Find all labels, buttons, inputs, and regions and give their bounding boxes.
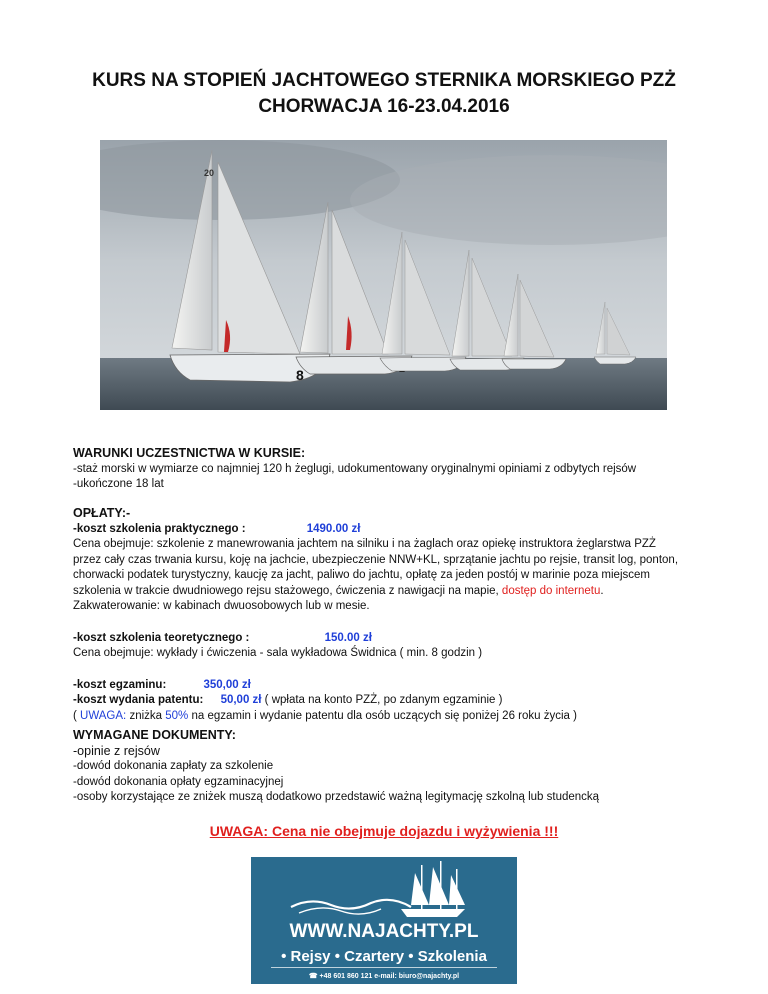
theory-fee-row [73, 631, 713, 647]
najachty-logo [251, 857, 517, 984]
document-item: -osoby korzystające ze zniżek muszą dodatkowo przedstawić ważną legitymację szkolną lub studencką [73, 791, 600, 803]
conditions-heading: WARUNKI UCZESTNICTWA W KURSIE: [73, 446, 306, 460]
document-item: -opinie z rejsów [73, 743, 160, 758]
logo-url: WWW.NAJACHTY.PL [289, 921, 479, 942]
hull-number: 8 [296, 367, 304, 383]
internet-access-note: dostęp do internetu [501, 584, 601, 597]
discount-percent: 50% [165, 709, 189, 722]
practical-desc [73, 584, 713, 600]
ship-icon [401, 861, 465, 917]
document-item: -dowód dokonania opłaty egzaminacyjnej [73, 775, 284, 788]
practical-desc-text: szkolenia w trakcie dwudniowego rejsu stażowego, ćwiczenia z nawigacji na mapie, [73, 584, 502, 597]
patent-fee-price: 50,00 zł [220, 694, 262, 706]
exam-fee-price: 350,00 zł [203, 678, 251, 691]
accommodation-note: Zakwaterowanie: w kabinach dwuosobowych lub w mesie. [73, 600, 370, 612]
conditions-section [73, 446, 713, 493]
practical-desc: Cena obejmuje: szkolenie z manewrowania jachtem na silniku i na żaglach oraz opiekę instruktora żeglarstwa PZŻ [73, 538, 656, 550]
discount-note [73, 709, 713, 725]
practical-fee-row [73, 522, 713, 538]
condition-item: -staż morski w wymiarze co najmniej 120 h żeglugi, udokumentowany oryginalnymi opiniami z odbytych rejsów [73, 462, 637, 475]
fees-heading: OPŁATY:- [73, 506, 131, 520]
practical-fee-label: -koszt szkolenia praktycznego : [73, 522, 246, 535]
document-title [0, 68, 768, 120]
theory-fee-price: 150.00 zł [324, 631, 372, 644]
discount-uwaga: UWAGA: [80, 709, 127, 722]
exam-fee-label: -koszt egzaminu: [73, 678, 167, 691]
regatta-photo [100, 140, 667, 410]
document-item: -dowód dokonania zapłaty za szkolenie [73, 760, 274, 772]
title-line-1: KURS NA STOPIEŃ JACHTOWEGO STERNIKA MORSKIEGO PZŻ [92, 70, 676, 91]
exam-fee-row [73, 678, 713, 694]
discount-pre: ( [73, 709, 81, 722]
documents-heading: WYMAGANE DOKUMENTY: [73, 728, 236, 742]
condition-item: -ukończone 18 lat [73, 478, 164, 490]
documents-section [73, 728, 713, 806]
price-exclusion-warning: UWAGA: Cena nie obejmuje dojazdu i wyżywienia !!! [209, 823, 559, 839]
practical-desc: przez cały czas trwania kursu, koję na jachcie, ubezpieczenie NNW+KL, sprzątanie jachtu po rejsie, transit log, ponton, [73, 553, 679, 566]
logo-graphic [251, 857, 517, 984]
practical-desc-end: . [600, 584, 604, 597]
patent-fee-row [73, 693, 713, 709]
logo-contact: ☎ +48 601 860 121 e-mail: biuro@najachty.pl [308, 973, 460, 980]
theory-desc: Cena obejmuje: wykłady i ćwiczenia - sala wykładowa Świdnica ( min. 8 godzin ) [73, 647, 483, 659]
patent-fee-label: -koszt wydania patentu: [73, 694, 204, 706]
practical-desc: chorwacki podatek turystyczny, kaucję za jacht, paliwo do jachtu, opłatę za jeden postój w marinie poza miejscem [73, 569, 650, 581]
logo-tagline: • Rejsy • Czartery • Szkolenia [281, 948, 487, 965]
discount-post: na egzamin i wydanie patentu dla osób uczących się poniżej 26 roku życia ) [188, 709, 577, 722]
practical-fee-price: 1490.00 zł [306, 522, 361, 535]
theory-fee-label: -koszt szkolenia teoretycznego : [73, 631, 250, 644]
fees-section [73, 506, 713, 724]
patent-fee-note: ( wpłata na konto PZŻ, po zdanym egzaminie ) [261, 694, 503, 706]
discount-mid: zniżka [126, 709, 166, 722]
sail-number: 20 [204, 168, 215, 178]
title-line-2: CHORWACJA 16-23.04.2016 [258, 96, 510, 117]
